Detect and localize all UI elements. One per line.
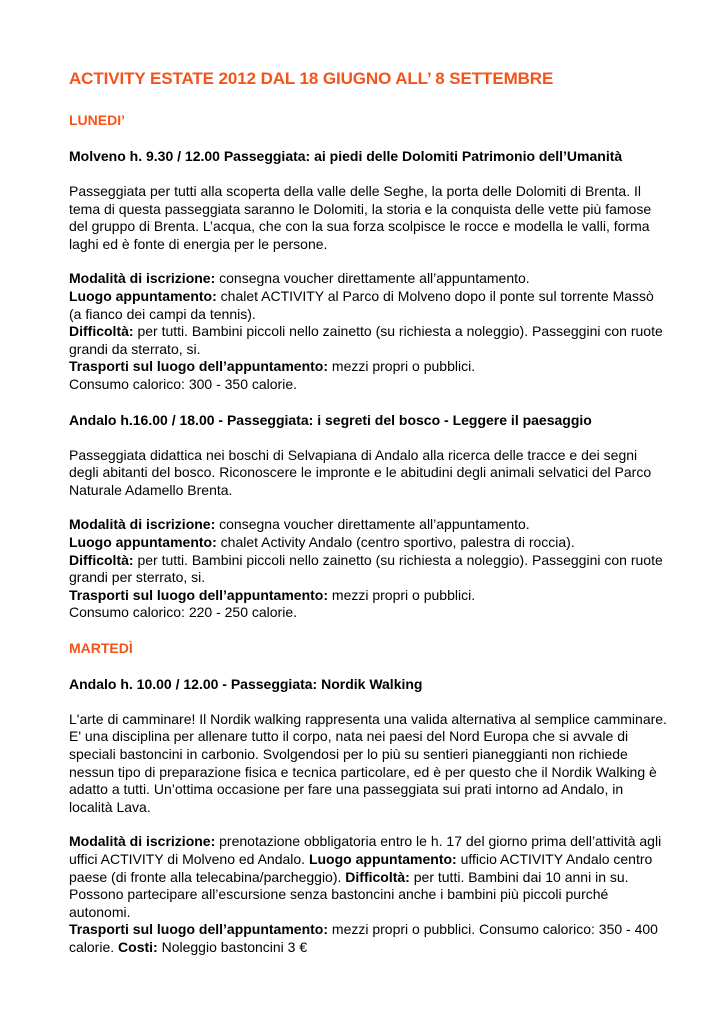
- iscrizione-label: Modalità di iscrizione:: [69, 270, 216, 287]
- luogo-label: Luogo appuntamento:: [69, 287, 217, 304]
- luogo-label: Luogo appuntamento:: [308, 851, 457, 868]
- trasporti-row: [69, 587, 669, 605]
- costi-label: Costi:: [118, 939, 158, 955]
- trasporti-value: mezzi propri o pubblici. Consumo calorico: 350 - 400 calorie.: [69, 921, 658, 955]
- difficolta-value: per tutti. Bambini piccoli nello zainetto (su richiesta a noleggio). Passeggini con ruote grandi per sterrato, si.: [69, 551, 663, 586]
- consumo-row: Consumo calorico: 220 - 250 calorie.: [69, 604, 298, 621]
- trasporti-value: mezzi propri o pubblici.: [328, 586, 476, 603]
- page-title: ACTIVITY ESTATE 2012 DAL 18 GIUGNO ALL’ 8 SETTEMBRE: [69, 69, 554, 88]
- activity-description-molveno: Passeggiata per tutti alla scoperta della valle delle Seghe, la porta delle Dolomiti di Brenta. Il tema di questa passeggiata saranno le Dolomiti, la storia e la conquista delle vette più famose del gruppo di Brenta. L’acqua, che con la sua forza scolpisce le rocce e modella le valli, forma laghi ed è fonte di energia per le persone.: [69, 183, 652, 252]
- costi-value: Noleggio bastoncini 3 €: [157, 939, 308, 955]
- difficolta-label: Difficoltà:: [69, 551, 134, 568]
- iscrizione-value: prenotazione obbligatoria entro le h. 17 del giorno prima dell’attività agli uffici ACTIVITY di Molveno ed Andalo.: [69, 833, 662, 868]
- difficolta-label: Difficoltà:: [345, 868, 410, 885]
- trasporti-costi-row: [69, 921, 669, 956]
- trasporti-label: Trasporti sul luogo dell’appuntamento:: [69, 921, 329, 938]
- difficolta-row: [69, 552, 669, 587]
- iscrizione-value: consegna voucher direttamente all’appuntamento.: [215, 516, 530, 533]
- difficolta-value: per tutti. Bambini dai 10 anni in su. Possono partecipare all’escursione senza bastoncini anche i bambini più piccoli purché autonomi.: [69, 868, 629, 920]
- trasporti-label: Trasporti sul luogo dell’appuntamento:: [69, 358, 329, 375]
- difficolta-value: per tutti. Bambini piccoli nello zainetto (su richiesta a noleggio). Passeggini con ruote grandi da sterrato, si.: [69, 323, 663, 357]
- luogo-row: [69, 288, 669, 323]
- luogo-value: chalet Activity Andalo (centro sportivo, palestra di roccia).: [216, 533, 575, 550]
- luogo-value: ufficio ACTIVITY Andalo centro paese (di fronte alla telecabina/parcheggio).: [69, 851, 653, 885]
- activity-heading-andalo-bosco: Andalo h.16.00 / 18.00 - Passeggiata: i segreti del bosco - Leggere il paesaggio: [69, 411, 592, 428]
- difficolta-row: [69, 323, 669, 358]
- iscrizione-label: Modalità di iscrizione:: [69, 833, 216, 850]
- activity-heading-nordik-walking: Andalo h. 10.00 / 12.00 - Passeggiata: Nordik Walking: [69, 675, 423, 692]
- activity-description-andalo-bosco: Passeggiata didattica nei boschi di Selvapiana di Andalo alla ricerca delle tracce e dei segni degli abitanti del bosco. Riconoscere le impronte e le abitudini degli animali selvatici del Parco Naturale Adamello Brenta.: [69, 446, 652, 498]
- luogo-row: [69, 534, 669, 552]
- iscrizione-row: [69, 270, 669, 288]
- document-page: [69, 66, 669, 974]
- difficolta-label: Difficoltà:: [69, 323, 134, 340]
- nordik-info-paragraph: [69, 833, 661, 919]
- activity-info-nordik-walking: [69, 833, 669, 956]
- iscrizione-value: consegna voucher direttamente all’appuntamento.: [215, 270, 530, 287]
- day-heading-monday: LUNEDI’: [69, 112, 125, 128]
- activity-heading-molveno: Molveno h. 9.30 / 12.00 Passeggiata: ai piedi delle Dolomiti Patrimonio dell’Umanità: [69, 148, 623, 164]
- activity-info-molveno: [69, 270, 669, 393]
- luogo-value: chalet ACTIVITY al Parco di Molveno dopo il ponte sul torrente Massò (a fianco dei campi da tennis).: [69, 287, 654, 322]
- iscrizione-label: Modalità di iscrizione:: [69, 516, 216, 533]
- trasporti-row: [69, 358, 669, 376]
- luogo-label: Luogo appuntamento:: [69, 533, 217, 550]
- trasporti-label: Trasporti sul luogo dell’appuntamento:: [69, 586, 329, 603]
- activity-description-nordik-walking: L'arte di camminare! Il Nordik walking rappresenta una valida alternativa al semplice camminare. E' una disciplina per allenare tutto il corpo, nata nei paesi del Nord Europa che si avvale di speciali bastoncini in carbonio. Svolgendosi per lo più su sentieri pianeggianti non richiede nessun tipo di preparazione fisica e tecnica particolare, ed è per questo che il Nordik Walking è adatto a tutti. Un’ottima occasione per fare una passeggiata sui prati intorno ad Andalo, in località Lava.: [69, 710, 667, 815]
- iscrizione-row: [69, 516, 669, 534]
- activity-info-andalo-bosco: [69, 516, 669, 622]
- day-heading-tuesday: MARTEDÌ: [69, 639, 133, 656]
- consumo-row: Consumo calorico: 300 - 350 calorie.: [69, 375, 298, 392]
- trasporti-value: mezzi propri o pubblici.: [328, 358, 476, 375]
